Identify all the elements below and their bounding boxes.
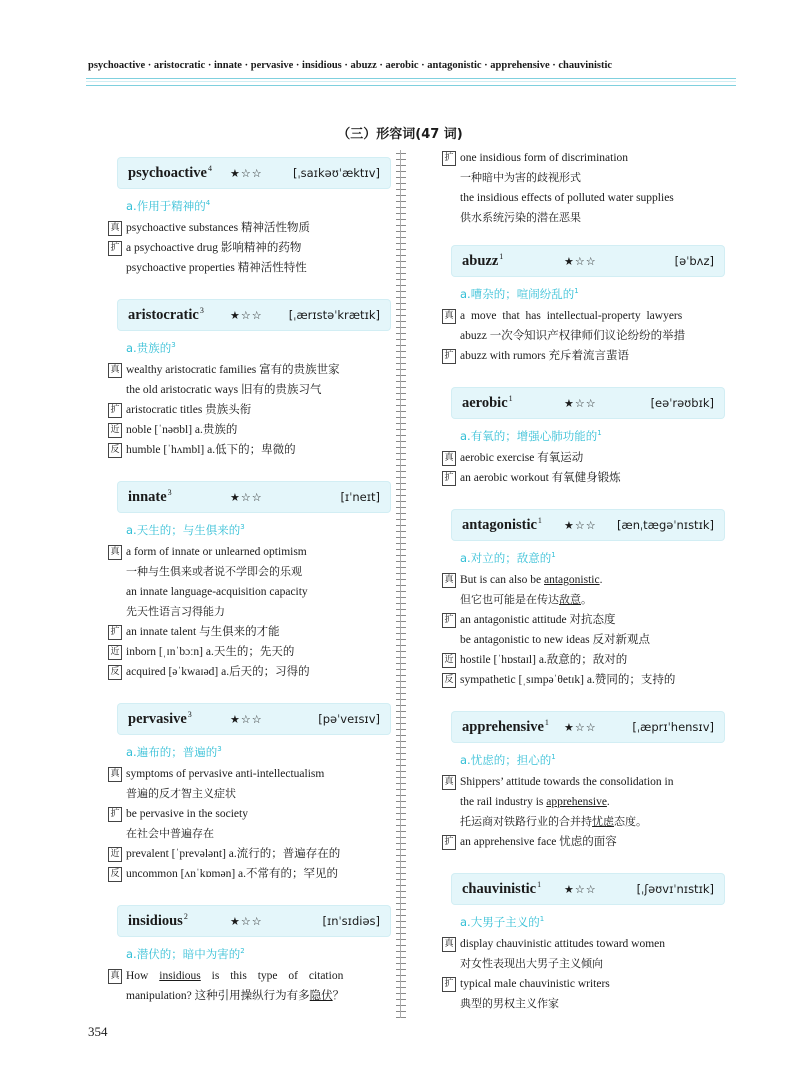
part-of-speech: a.大男子主义的$^1$	[460, 915, 545, 929]
part-of-speech: a.嘈杂的；喧闹纷乱的$^1$	[460, 287, 579, 301]
headword: insidious$^2$	[128, 912, 188, 929]
entry-aristocratic	[108, 300, 380, 460]
headword: chauvinistic$^1$	[462, 880, 542, 897]
headword-card	[118, 158, 390, 188]
synonym-line: 近 prevalent [ˈprevələnt] a.流行的；普遍存在的	[108, 844, 380, 864]
example-line: 扩 an apprehensive face 忧虑的面容	[442, 832, 714, 852]
example-line: the insidious effects of polluted water supplies	[460, 192, 674, 204]
running-head: psychoactive · aristocratic · innate · pervasive · insidious · abuzz · aerobic · antagonistic · apprehensive · chauvinistic	[88, 60, 613, 71]
example-line: 普遍的反才智主义症状	[126, 787, 236, 800]
phonetic: [ˌsaɪkəʊˈæktɪv]	[293, 166, 380, 180]
star-rating: ★☆☆	[230, 308, 263, 322]
phonetic: [əˈbʌz]	[674, 254, 714, 268]
antonym-line: 反 acquired [əˈkwaɪəd] a.后天的；习得的	[108, 662, 380, 682]
tag-fan: 反	[108, 443, 122, 458]
phonetic: [ˌʃəʊvɪˈnɪstɪk]	[636, 882, 714, 896]
headword-card	[452, 712, 724, 742]
example-line: 扩 a psychoactive drug 影响精神的药物	[108, 238, 380, 258]
right-column	[442, 150, 714, 1036]
example-line: 真 a form of innate or unlearned optimism	[108, 542, 380, 562]
tag-fan: 反	[442, 673, 456, 688]
star-rating: ★☆☆	[564, 254, 597, 268]
left-column	[108, 150, 380, 1028]
star-rating: ★☆☆	[230, 712, 263, 726]
tag-jin: 近	[108, 645, 122, 660]
example-line: 真 aerobic exercise 有氧运动	[442, 448, 714, 468]
example-line: abuzz 一次令知识产权律师们议论纷纷的举措	[460, 330, 686, 342]
example-line: 供水系统污染的潜在恶果	[460, 211, 581, 224]
tag-kuo: 扩	[108, 403, 122, 418]
example-line: the rail industry is apprehensive.	[460, 796, 610, 808]
tag-zhen: 真	[108, 363, 122, 378]
example-line: psychoactive properties 精神活性特性	[126, 262, 307, 274]
example-line: be antagonistic to new ideas 反对新观点	[460, 634, 651, 646]
example-line: 扩 an antagonistic attitude 对抗态度	[442, 610, 714, 630]
phonetic: [ɪnˈsɪdiəs]	[322, 914, 380, 928]
example-line: the old aristocratic ways 旧有的贵族习气	[126, 384, 322, 396]
headword-card	[118, 300, 390, 330]
tag-zhen: 真	[442, 309, 456, 324]
example-line: 先天性语言习得能力	[126, 605, 225, 618]
tag-jin: 近	[108, 423, 122, 438]
headword-card	[452, 246, 724, 276]
star-rating: ★☆☆	[564, 720, 597, 734]
star-rating: ★☆☆	[564, 396, 597, 410]
tag-kuo: 扩	[442, 835, 456, 850]
example-line: an innate language-acquisition capacity	[126, 586, 308, 598]
headword: aerobic$^1$	[462, 394, 513, 411]
tag-zhen: 真	[108, 767, 122, 782]
example-line: 一种暗中为害的歧视形式	[460, 171, 581, 184]
tag-kuo: 扩	[442, 471, 456, 486]
tag-fan: 反	[108, 867, 122, 882]
headword-card	[452, 874, 724, 904]
star-rating: ★☆☆	[564, 518, 597, 532]
part-of-speech: a.对立的；敌意的$^1$	[460, 551, 556, 565]
star-rating: ★☆☆	[230, 490, 263, 504]
example-line: 扩 abuzz with rumors 充斥着流言蜚语	[442, 346, 714, 366]
headword: aristocratic$^3$	[128, 306, 204, 323]
entry-innate	[108, 482, 380, 682]
tag-zhen: 真	[442, 451, 456, 466]
headword: abuzz$^1$	[462, 252, 504, 269]
phonetic: [pəˈveɪsɪv]	[318, 712, 380, 726]
example-line: 但它也可能是在传达敌意。	[460, 593, 592, 606]
headword: apprehensive$^1$	[462, 718, 549, 735]
tag-kuo: 扩	[442, 151, 456, 166]
tag-zhen: 真	[442, 937, 456, 952]
entry-insidious-continued	[442, 148, 714, 228]
example-line: manipulation? 这种引用操纵行为有多隐伏？	[126, 990, 345, 1002]
star-rating: ★☆☆	[230, 914, 263, 928]
phonetic: [ˌærɪstəˈkrætɪk]	[288, 308, 380, 322]
tag-zhen: 真	[108, 545, 122, 560]
part-of-speech: a.遍布的；普遍的$^3$	[126, 745, 222, 759]
star-rating: ★☆☆	[230, 166, 263, 180]
tag-zhen: 真	[108, 221, 122, 236]
example-line: 真 How insidious is this type of citation	[108, 966, 380, 986]
tag-kuo: 扩	[108, 625, 122, 640]
headword-card	[118, 482, 390, 512]
part-of-speech: a.忧虑的；担心的$^1$	[460, 753, 556, 767]
headword: pervasive$^3$	[128, 710, 192, 727]
tag-zhen: 真	[442, 573, 456, 588]
tag-kuo: 扩	[442, 349, 456, 364]
page-number: 354	[88, 1024, 108, 1039]
header-rule	[86, 78, 736, 86]
column-divider	[396, 150, 406, 1018]
entry-psychoactive	[108, 158, 380, 278]
synonym-line: 近 hostile [ˈhɒstaɪl] a.敌意的；敌对的	[442, 650, 714, 670]
headword-card	[118, 704, 390, 734]
antonym-line: 反 uncommon [ʌnˈkɒmən] a.不常有的；罕见的	[108, 864, 380, 884]
entry-pervasive	[108, 704, 380, 884]
section-title: （三）形容词(47 词)	[337, 127, 463, 142]
example-line: 真 wealthy aristocratic families 富有的贵族世家	[108, 360, 380, 380]
tag-jin: 近	[442, 653, 456, 668]
example-line: 扩 one insidious form of discrimination	[442, 148, 714, 168]
example-line: 一种与生俱来或者说不学即会的乐观	[126, 565, 302, 578]
phonetic: [eəˈrəʊbɪk]	[650, 396, 714, 410]
example-line: 真 display chauvinistic attitudes toward women	[442, 934, 714, 954]
example-line: 真 a move that has intellectual-property lawyers	[442, 306, 714, 326]
entry-aerobic	[442, 388, 714, 488]
example-line: 典型的男权主义作家	[460, 997, 559, 1010]
example-line: 扩 aristocratic titles 贵族头衔	[108, 400, 380, 420]
example-line: 对女性表现出大男子主义倾向	[460, 957, 603, 970]
synonym-line: 近 noble [ˈnəʊbl] a.贵族的	[108, 420, 380, 440]
headword: antagonistic$^1$	[462, 516, 542, 533]
headword: psychoactive$^4$	[128, 164, 212, 181]
phonetic: [ɪˈneɪt]	[340, 490, 380, 504]
tag-jin: 近	[108, 847, 122, 862]
example-line: 真 Shippers’ attitude towards the consolidation in	[442, 772, 714, 792]
example-line: 扩 an aerobic workout 有氧健身锻炼	[442, 468, 714, 488]
entry-chauvinistic	[442, 874, 714, 1014]
tag-kuo: 扩	[108, 807, 122, 822]
phonetic: [ænˌtægəˈnɪstɪk]	[616, 518, 714, 532]
synonym-line: 近 inborn [ˌɪnˈbɔːn] a.天生的；先天的	[108, 642, 380, 662]
tag-kuo: 扩	[108, 241, 122, 256]
tag-kuo: 扩	[442, 977, 456, 992]
phonetic: [ˌæprɪˈhensɪv]	[632, 720, 714, 734]
tag-fan: 反	[108, 665, 122, 680]
example-line: 扩 be pervasive in the society	[108, 804, 380, 824]
example-line: 在社会中普遍存在	[126, 827, 214, 840]
star-rating: ★☆☆	[564, 882, 597, 896]
example-line: 真 symptoms of pervasive anti-intellectualism	[108, 764, 380, 784]
entry-abuzz	[442, 246, 714, 366]
tag-zhen: 真	[108, 969, 122, 984]
tag-kuo: 扩	[442, 613, 456, 628]
part-of-speech: a.贵族的$^3$	[126, 341, 176, 355]
entry-antagonistic	[442, 510, 714, 690]
example-line: 真 psychoactive substances 精神活性物质	[108, 218, 380, 238]
example-line: 托运商对铁路行业的合并持忧虑态度。	[460, 815, 647, 828]
part-of-speech: a.潜伏的；暗中为害的$^2$	[126, 947, 245, 961]
headword-card	[452, 388, 724, 418]
tag-zhen: 真	[442, 775, 456, 790]
headword-card	[118, 906, 390, 936]
headword: innate$^3$	[128, 488, 172, 505]
entry-apprehensive	[442, 712, 714, 852]
antonym-line: 反 sympathetic [ˌsɪmpəˈθetɪk] a.赞同的；支持的	[442, 670, 714, 690]
antonym-line: 反 humble [ˈhʌmbl] a.低下的；卑微的	[108, 440, 380, 460]
entry-insidious	[108, 906, 380, 1006]
example-line: 扩 typical male chauvinistic writers	[442, 974, 714, 994]
part-of-speech: a.有氧的；增强心肺功能的$^1$	[460, 429, 602, 443]
example-line: 扩 an innate talent 与生俱来的才能	[108, 622, 380, 642]
part-of-speech: a.天生的；与生俱来的$^3$	[126, 523, 245, 537]
example-line: 真 But is can also be antagonistic.	[442, 570, 714, 590]
headword-card	[452, 510, 724, 540]
part-of-speech: a.作用于精神的$^4$	[126, 199, 211, 213]
